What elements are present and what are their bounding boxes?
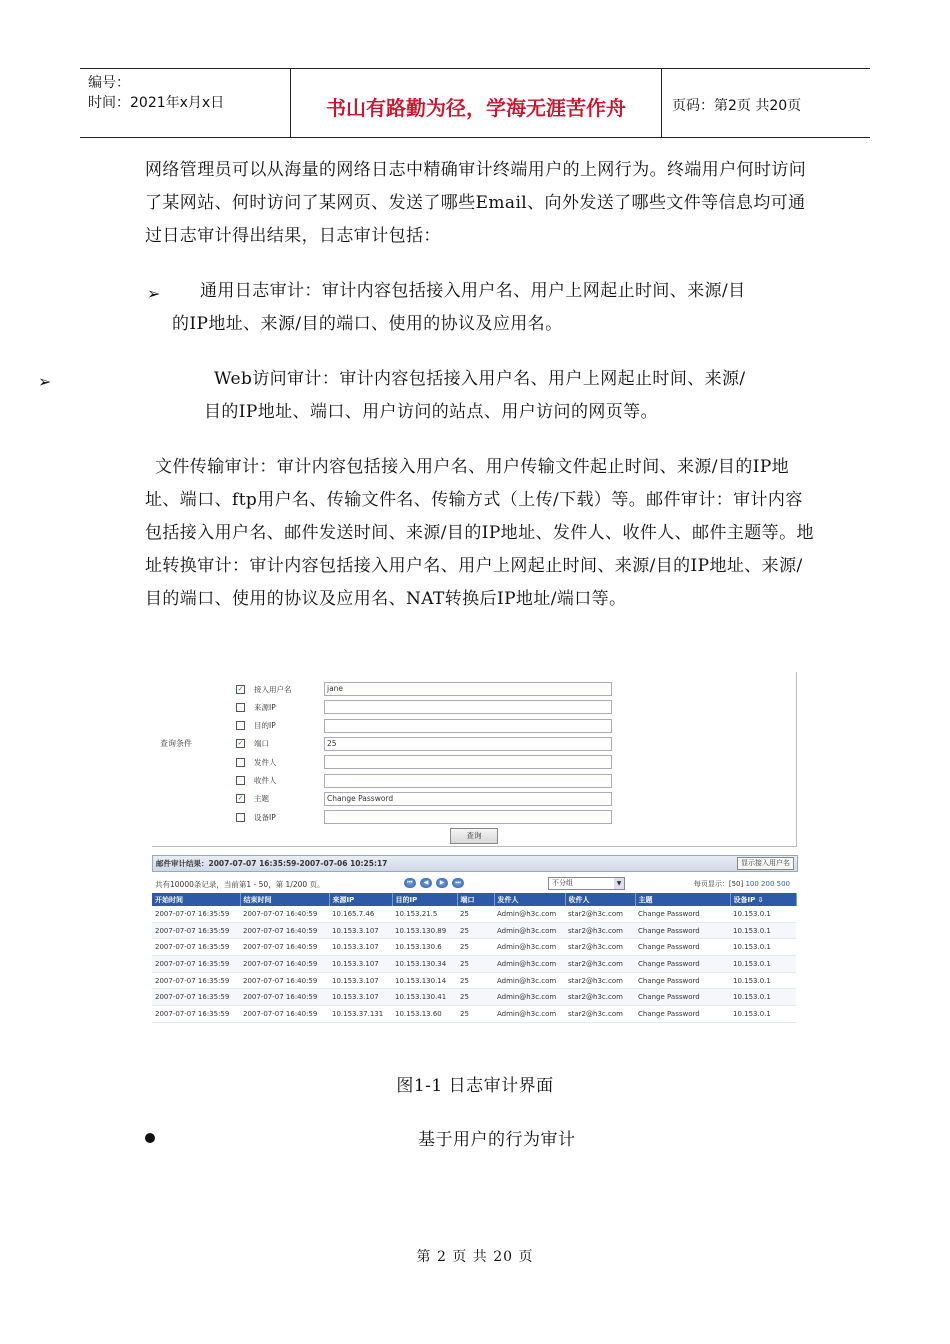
field-input[interactable] [324, 755, 612, 769]
table-row[interactable] [152, 939, 796, 956]
table-cell: star2@h3c.com [565, 956, 635, 973]
audit-ui-figure [152, 672, 798, 1018]
intro-paragraph: 网络管理员可以从海量的网络日志中精确审计终端用户的上网行为。终端用户何时访问了某网站、何时访问了某网页、发送了哪些Email、向外发送了哪些文件等信息均可通过日志审计得出结果，日志审计包括： [145, 160, 807, 246]
page-size-options[interactable]: 100 200 500 [745, 880, 790, 888]
table-cell: 25 [457, 922, 494, 939]
table-row[interactable] [152, 972, 796, 989]
group-select-value: 不分组 [552, 879, 573, 887]
first-page-icon[interactable]: ⏮ [404, 878, 416, 888]
field-checkbox[interactable] [236, 813, 245, 822]
table-cell: 2007-07-07 16:35:59 [152, 972, 240, 989]
table-cell: star2@h3c.com [565, 906, 635, 922]
field-checkbox[interactable] [236, 703, 245, 712]
field-input[interactable]: jane [324, 682, 612, 696]
field-checkbox[interactable]: ✓ [237, 794, 244, 803]
show-user-button[interactable]: 显示接入用户名 [737, 857, 794, 870]
table-cell: 10.153.130.89 [392, 922, 457, 939]
table-cell: Admin@h3c.com [494, 989, 565, 1006]
query-row [236, 719, 612, 733]
table-cell: 10.153.3.107 [329, 972, 392, 989]
field-checkbox[interactable] [236, 776, 245, 785]
table-cell: 10.153.130.6 [392, 939, 457, 956]
header-motto: 书山有路勤为径，学海无涯苦作舟 [291, 69, 662, 137]
header-meta [80, 69, 291, 137]
group-select[interactable] [548, 877, 625, 890]
table-cell: 10.153.0.1 [730, 989, 796, 1006]
query-row [236, 700, 612, 714]
column-header[interactable]: 端口 [457, 893, 494, 906]
table-cell: Change Password [635, 939, 730, 956]
table-row[interactable] [152, 922, 796, 939]
table-cell: 10.153.0.1 [730, 906, 796, 922]
field-label: 端口 [254, 739, 269, 749]
table-cell: 25 [457, 939, 494, 956]
result-bar [152, 855, 798, 872]
field-input[interactable]: 25 [324, 737, 612, 751]
column-header[interactable]: 主题 [635, 893, 730, 906]
table-row[interactable] [152, 1006, 796, 1023]
column-header[interactable]: 收件人 [565, 893, 635, 906]
table-cell: 25 [457, 989, 494, 1006]
field-label: 主题 [254, 794, 269, 804]
query-row [236, 810, 612, 824]
table-cell: 10.153.3.107 [329, 939, 392, 956]
figure-caption: 图1-1 日志审计界面 [396, 1076, 554, 1096]
header-time: 时间：2021年x月x日 [88, 95, 225, 111]
bullet1-line2: 的IP地址、来源/目的端口、使用的协议及应用名。 [172, 314, 563, 334]
header-number: 编号： [88, 75, 130, 91]
table-cell: star2@h3c.com [565, 972, 635, 989]
page-footer: 第 2 页 共 20 页 [416, 1249, 534, 1265]
prev-page-icon[interactable]: ◀ [420, 878, 432, 888]
table-row[interactable] [152, 989, 796, 1006]
table-cell: Admin@h3c.com [494, 906, 565, 922]
audit-types-paragraph: 文件传输审计：审计内容包括接入用户名、用户传输文件起止时间、来源/目的IP地址、端口、ftp用户名、传输文件名、传输方式（上传/下载）等。邮件审计：审计内容包括接入用户名、邮件发送时间、来源/目的IP地址、发件人、收件人、邮件主题等。地址转换审计：审计内容包括接入用户名、用户上网起止时间、来源/目的IP地址、来源/目的端口、使用的协议及应用名、NAT转换后IP地址/端口等。 [145, 457, 814, 609]
field-checkbox[interactable] [236, 758, 245, 767]
table-cell: Change Password [635, 1006, 730, 1023]
arrow-bullet-icon: ➢ [38, 372, 52, 391]
table-cell: 10.153.130.41 [392, 989, 457, 1006]
column-header[interactable]: 结束时间 [240, 893, 329, 906]
table-cell: 2007-07-07 16:35:59 [152, 922, 240, 939]
field-label: 发件人 [254, 757, 277, 767]
bullet1-line1: 通用日志审计：审计内容包括接入用户名、用户上网起止时间、来源/目 [200, 281, 746, 301]
table-cell: star2@h3c.com [565, 922, 635, 939]
bullet2-line2: 目的IP地址、端口、用户访问的站点、用户访问的网页等。 [204, 402, 658, 422]
table-cell: Change Password [635, 922, 730, 939]
query-panel [152, 672, 797, 847]
next-page-icon[interactable]: ▶ [436, 878, 448, 888]
bullet2-line1: Web访问审计：审计内容包括接入用户名、用户上网起止时间、来源/ [214, 369, 746, 389]
table-cell: star2@h3c.com [565, 989, 635, 1006]
field-input[interactable] [324, 719, 612, 733]
bullet-dot-icon [145, 1133, 155, 1143]
table-cell: 10.153.3.107 [329, 989, 392, 1006]
table-cell: 2007-07-07 16:35:59 [152, 906, 240, 922]
table-cell: 10.165.7.46 [329, 906, 392, 922]
query-row [236, 774, 612, 788]
arrow-bullet-icon: ➢ [147, 284, 161, 303]
table-cell: 10.153.0.1 [730, 972, 796, 989]
column-header[interactable]: 发件人 [494, 893, 565, 906]
result-title: 邮件审计结果：2007-07-07 16:35:59-2007-07-06 10:25:17 [156, 859, 388, 868]
behavior-audit-heading: 基于用户的行为审计 [418, 1130, 576, 1150]
table-cell: 25 [457, 1006, 494, 1023]
page-size-label: 每页显示：[50] [693, 880, 744, 888]
table-cell: 10.153.0.1 [730, 939, 796, 956]
table-cell: Admin@h3c.com [494, 972, 565, 989]
table-cell: 2007-07-07 16:40:59 [240, 989, 329, 1006]
table-cell: star2@h3c.com [565, 939, 635, 956]
query-conditions-label: 查询条件 [160, 739, 192, 748]
table-cell: Admin@h3c.com [494, 1006, 565, 1023]
column-header[interactable]: 来源IP [329, 893, 392, 906]
column-header[interactable]: 开始时间 [152, 893, 240, 906]
table-cell: 2007-07-07 16:35:59 [152, 956, 240, 973]
table-cell: 2007-07-07 16:40:59 [240, 1006, 329, 1023]
result-table [152, 893, 797, 1023]
field-label: 接入用户名 [254, 684, 292, 694]
table-cell: 10.153.0.1 [730, 956, 796, 973]
table-cell: 2007-07-07 16:35:59 [152, 989, 240, 1006]
table-cell: Change Password [635, 989, 730, 1006]
table-cell: 10.153.130.14 [392, 972, 457, 989]
chevron-down-icon: ▼ [614, 878, 624, 889]
table-cell: 10.153.3.107 [329, 922, 392, 939]
field-label: 收件人 [254, 776, 277, 785]
query-row [236, 737, 612, 751]
page-size [694, 879, 790, 889]
field-label: 目的IP [254, 721, 276, 731]
field-checkbox[interactable]: ✓ [237, 684, 244, 693]
query-row [236, 682, 612, 696]
column-header[interactable]: 设备IP ⇩ [730, 893, 796, 906]
field-input[interactable] [324, 700, 612, 714]
table-cell: 25 [457, 956, 494, 973]
column-header[interactable]: 目的IP [392, 893, 457, 906]
table-cell: 2007-07-07 16:40:59 [240, 922, 329, 939]
table-cell: 2007-07-07 16:40:59 [240, 906, 329, 922]
table-cell: Change Password [635, 956, 730, 973]
table-cell: Change Password [635, 972, 730, 989]
table-cell: 2007-07-07 16:40:59 [240, 939, 329, 956]
field-label: 来源IP [254, 702, 276, 712]
table-cell: 25 [457, 906, 494, 922]
query-button[interactable]: 查询 [450, 828, 498, 844]
field-input[interactable] [324, 774, 612, 788]
table-cell: Admin@h3c.com [494, 939, 565, 956]
table-cell: 2007-07-07 16:40:59 [240, 972, 329, 989]
table-cell: 2007-07-07 16:40:59 [240, 956, 329, 973]
table-row[interactable] [152, 956, 796, 973]
field-input[interactable]: Change Password [324, 792, 612, 806]
table-cell: 2007-07-07 16:35:59 [152, 1006, 240, 1023]
table-cell: 10.153.0.1 [730, 1006, 796, 1023]
table-cell: 10.153.21.5 [392, 906, 457, 922]
table-cell: 25 [457, 972, 494, 989]
table-cell: star2@h3c.com [565, 1006, 635, 1023]
pager [152, 875, 796, 891]
field-label: 设备IP [254, 812, 276, 822]
table-row[interactable] [152, 906, 796, 922]
field-checkbox[interactable]: ✓ [237, 739, 244, 748]
table-cell: Admin@h3c.com [494, 922, 565, 939]
query-row [236, 755, 612, 769]
document-header [80, 68, 870, 138]
header-page: 页码：第2页 共20页 [672, 98, 802, 114]
table-cell: 10.153.0.1 [730, 922, 796, 939]
table-cell: 10.153.130.34 [392, 956, 457, 973]
table-cell: Admin@h3c.com [494, 956, 565, 973]
table-cell: Change Password [635, 906, 730, 922]
page-nav [404, 878, 464, 888]
table-cell: 10.153.37.131 [329, 1006, 392, 1023]
table-cell: 10.153.13.60 [392, 1006, 457, 1023]
last-page-icon[interactable]: ⏭ [452, 878, 464, 888]
record-count: 共有10000条记录，当前第1 - 50，第 1/200 页。 [155, 880, 325, 889]
table-cell: 2007-07-07 16:35:59 [152, 939, 240, 956]
query-row [236, 792, 612, 806]
field-input[interactable] [324, 810, 612, 824]
table-cell: 10.153.3.107 [329, 956, 392, 973]
field-checkbox[interactable] [236, 721, 245, 730]
